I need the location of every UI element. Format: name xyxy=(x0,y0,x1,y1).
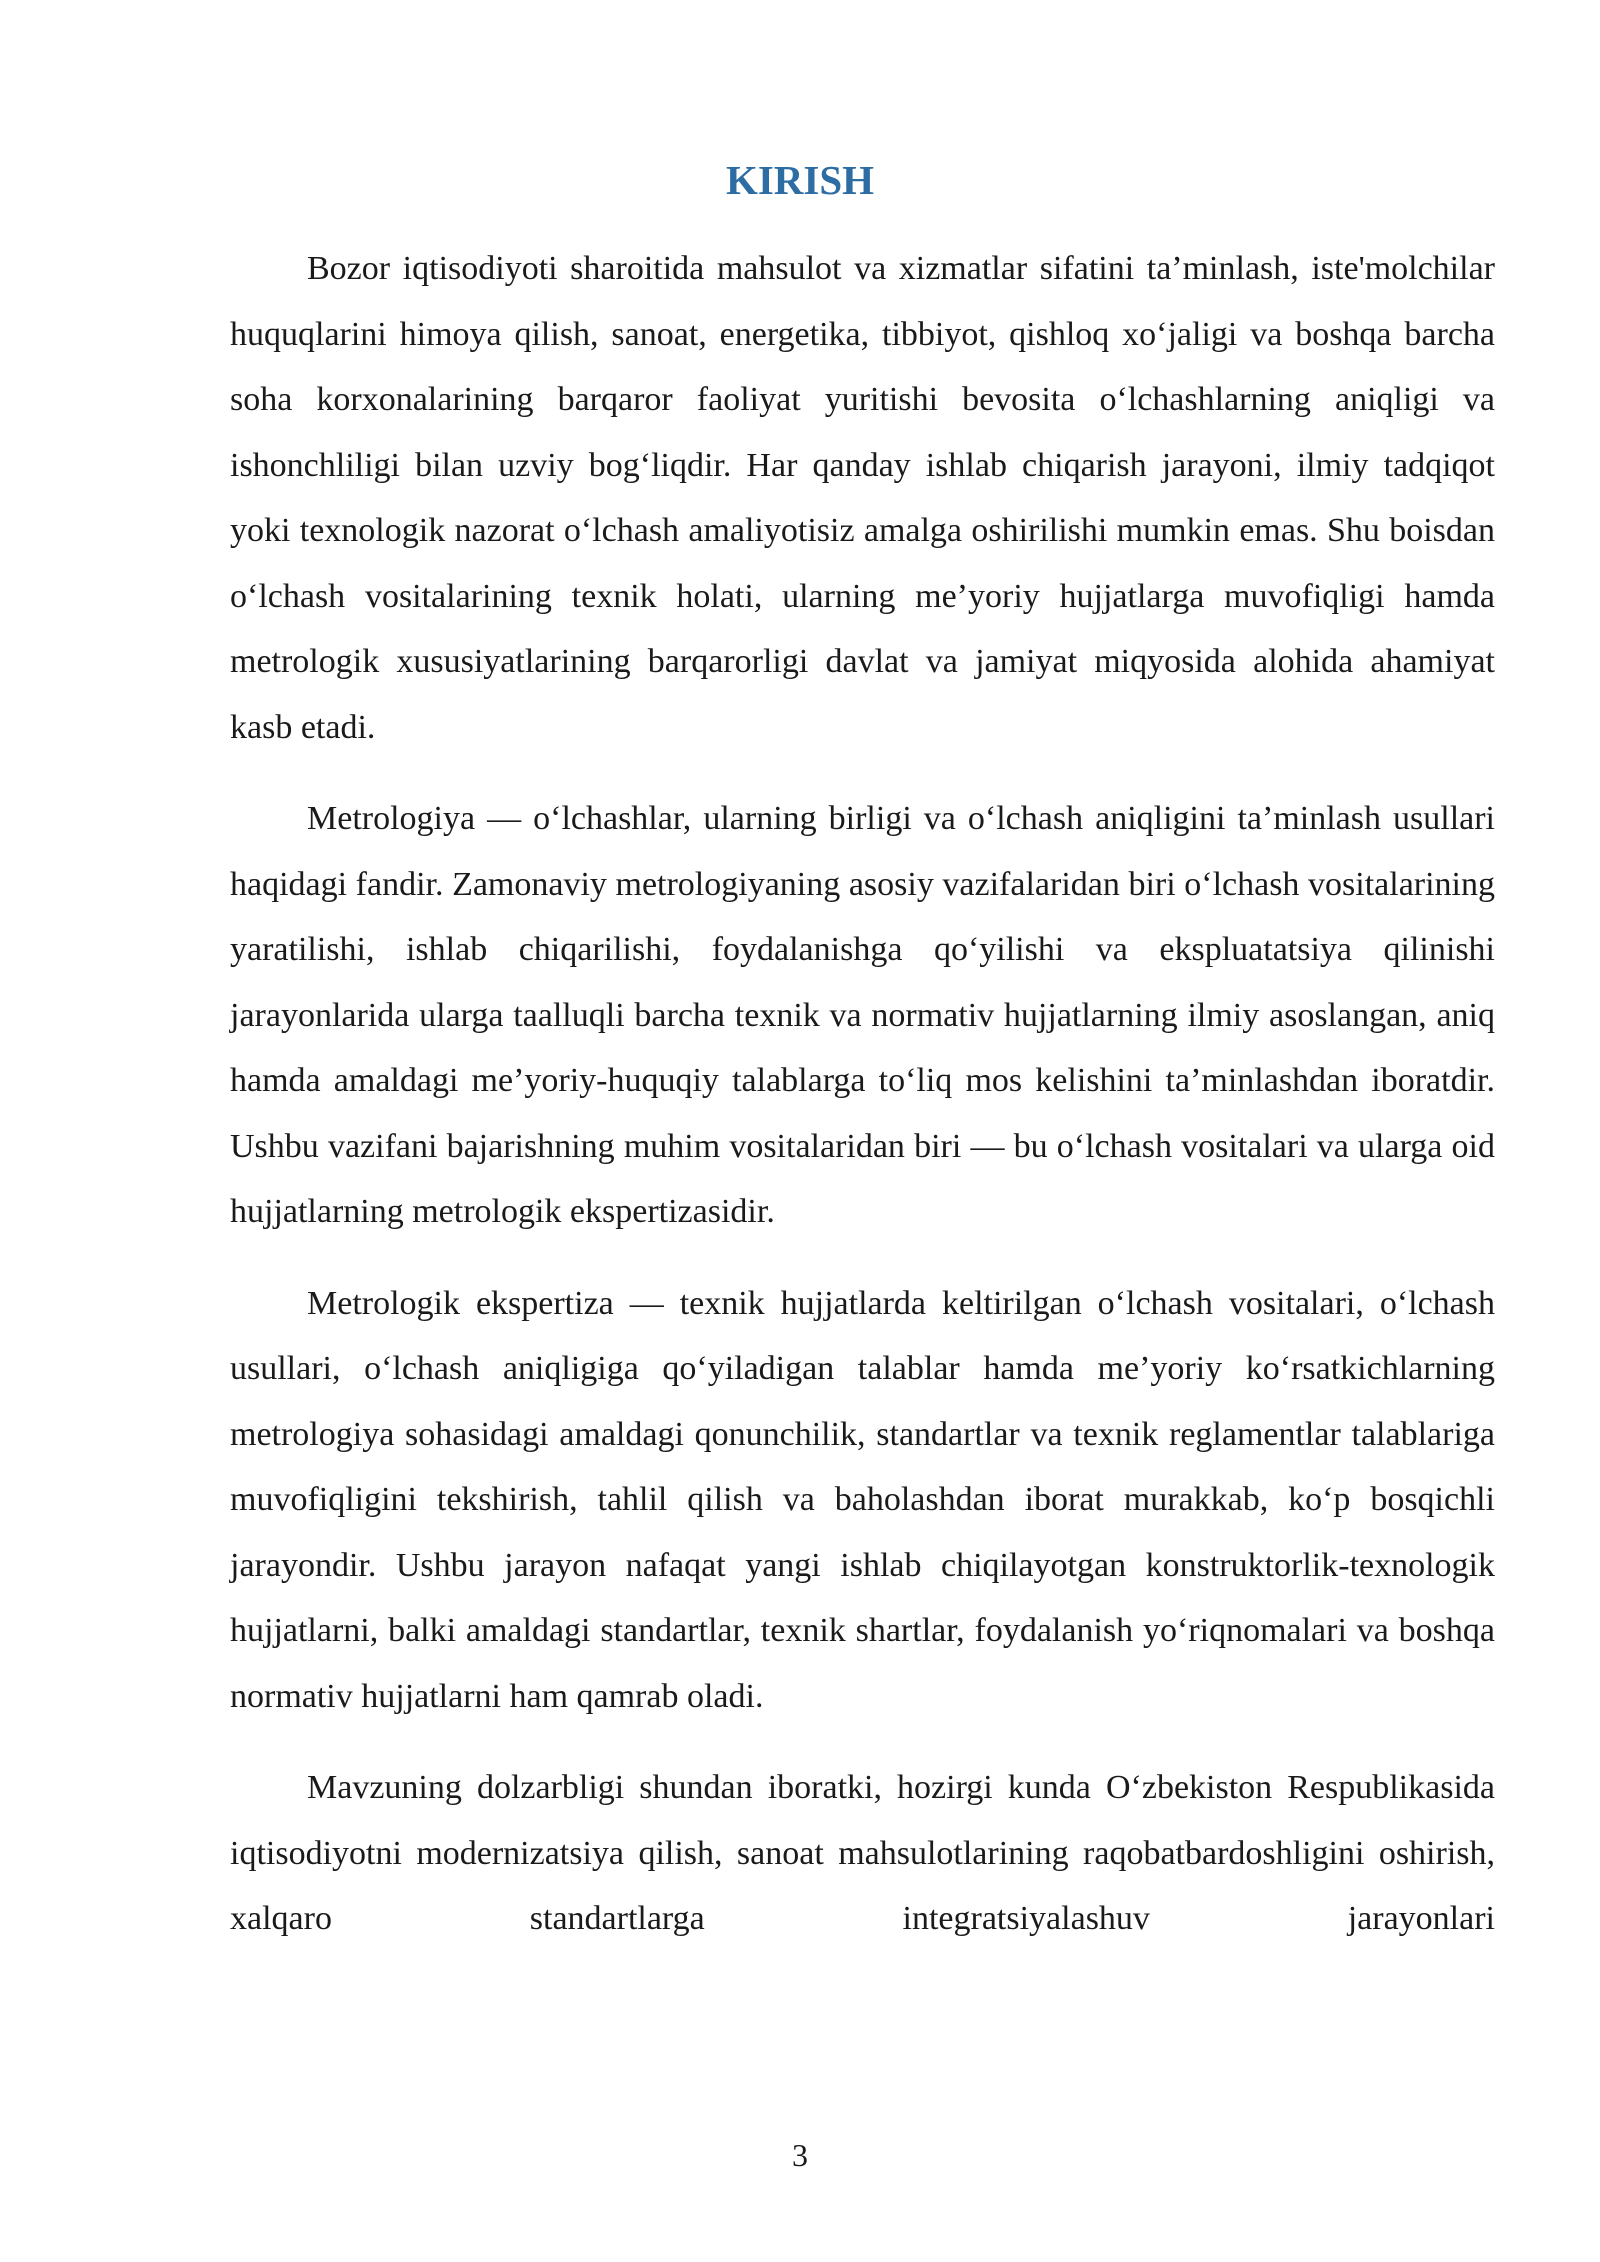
paragraph-1: Bozor iqtisodiyoti sharoitida mahsulot va xizmatlar sifatini ta’minlash, iste'molchilar huquqlarini himoya qilish, sanoat, energetika, tibbiyot, qishloq xo‘jaligi va boshqa barcha soha korxonalarining barqaror faoliyat yuritishi bevosita o‘lchashlarning aniqligi va ishonchliligi bilan uzviy bog‘liqdir. Har qanday ishlab chiqarish jarayoni, ilmiy tadqiqot yoki texnologik nazorat o‘lchash amaliyotisiz amalga oshirilishi mumkin emas. Shu boisdan o‘lchash vositalarining texnik holati, ularning me’yoriy hujjatlarga muvofiqligi hamda metrologik xususiyatlarining barqarorligi davlat va jamiyat miqyosida alohida ahamiyat kasb etadi. xyxy=(230,250,1495,746)
page-number: 3 xyxy=(792,2137,808,2173)
section-heading: KIRISH xyxy=(725,157,875,203)
paragraph-2: Metrologiya — o‘lchashlar, ularning birligi va o‘lchash aniqligini ta’minlash usullari haqidagi fandir. Zamonaviy metrologiyaning asosiy vazifalaridan biri o‘lchash vositalarining yaratilishi, ishlab chiqarilishi, foydalanishga qo‘yilishi va ekspluatatsiya qilinishi jarayonlarida ularga taalluqli barcha texnik va normativ hujjatlarning ilmiy asoslangan, aniq hamda amaldagi me’yoriy-huquqiy talablarga to‘liq mos kelishini ta’minlashdan iboratdir. Ushbu vazifani bajarishning muhim vositalaridan biri — bu o‘lchash vositalari va ularga oid hujjatlarning metrologik ekspertizasidir. xyxy=(230,800,1495,1230)
body-text xyxy=(230,236,1495,1978)
paragraph-4: Mavzuning dolzarbligi shundan iboratki, hozirgi kunda O‘zbekiston Respublikasida iqtisodiyotni modernizatsiya qilish, sanoat mahsulotlarining raqobatbardoshligini oshirish, xalqaro standartlarga integratsiyalashuv jarayonlari xyxy=(230,1769,1495,1937)
paragraph-3: Metrologik ekspertiza — texnik hujjatlarda keltirilgan o‘lchash vositalari, o‘lchash usullari, o‘lchash aniqligiga qo‘yiladigan talablar hamda me’yoriy ko‘rsatkichlarning metrologiya sohasidagi amaldagi qonunchilik, standartlar va texnik reglamentlar talablariga muvofiqligini tekshirish, tahlil qilish va baholashdan iborat murakkab, ko‘p bosqichli jarayondir. Ushbu jarayon nafaqat yangi ishlab chiqilayotgan konstruktorlik-texnologik hujjatlarni, balki amaldagi standartlar, texnik shartlar, foydalanish yo‘riqnomalari va boshqa normativ hujjatlarni ham qamrab oladi. xyxy=(230,1284,1495,1715)
